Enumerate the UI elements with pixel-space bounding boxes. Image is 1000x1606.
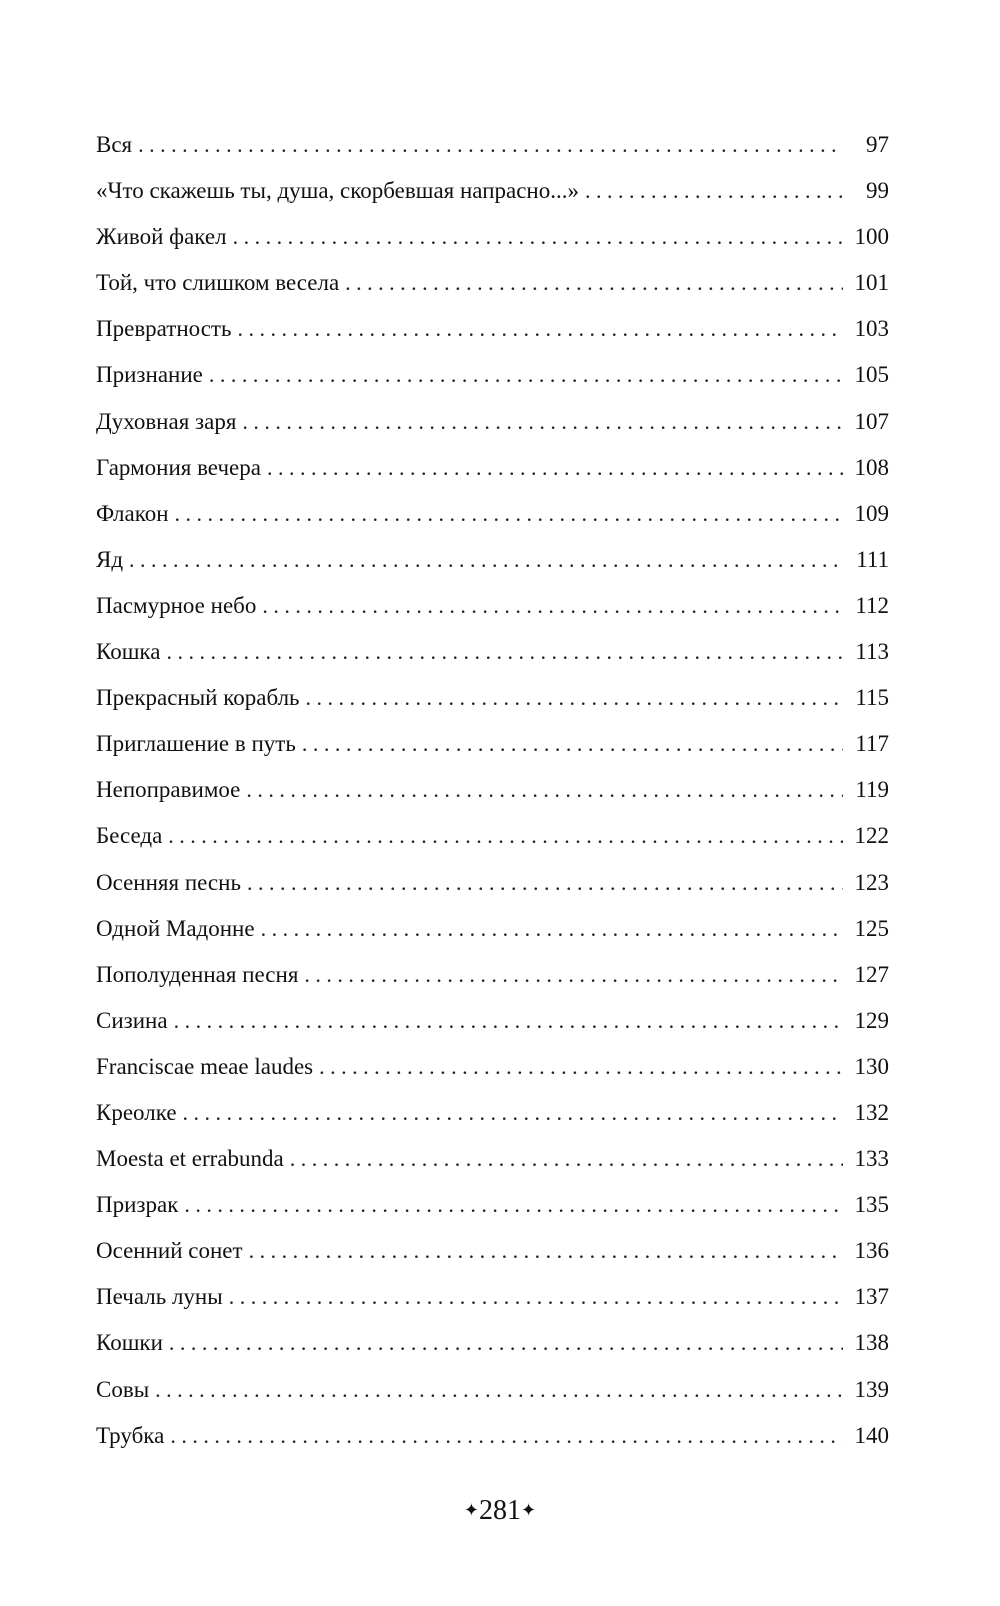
- toc-entry[interactable]: [96, 1367, 889, 1413]
- toc-entry-title: Приглашение в путь: [96, 731, 296, 757]
- toc-entry-title: Призрак: [96, 1192, 179, 1218]
- toc-entry[interactable]: [96, 721, 889, 767]
- toc-entry[interactable]: [96, 675, 889, 721]
- toc-entry-page: 115: [855, 685, 889, 711]
- toc-entry-page: 119: [855, 777, 889, 803]
- toc-entry-title: Признание: [96, 362, 203, 388]
- dot-leader: [138, 122, 843, 168]
- toc-entry[interactable]: [96, 906, 889, 952]
- dot-leader: [170, 1413, 843, 1459]
- toc-entry-title: Franciscae meae laudes: [96, 1053, 314, 1079]
- dot-leader: [302, 721, 843, 767]
- dot-leader: [267, 445, 843, 491]
- toc-entry-page: 140: [854, 1422, 889, 1448]
- toc-entry[interactable]: [96, 1182, 889, 1228]
- dot-leader: [306, 675, 843, 721]
- dot-leader: [262, 583, 843, 629]
- toc-entry-title: Креолке: [96, 1099, 177, 1125]
- toc-entry[interactable]: [96, 1044, 889, 1090]
- toc-entry-page: 97: [866, 132, 889, 157]
- toc-entry-page: 125: [854, 915, 889, 941]
- dot-leader: [229, 1274, 843, 1320]
- toc-entry[interactable]: [96, 952, 889, 998]
- toc-entry-page: 108: [854, 454, 889, 480]
- toc-entry-page: 129: [854, 1007, 889, 1033]
- toc-entry[interactable]: [96, 1136, 889, 1182]
- dot-leader: [345, 260, 843, 306]
- page-folio: [0, 1490, 1000, 1531]
- toc-entry-title: Кошка: [96, 639, 161, 665]
- toc-entry-title: Печаль луны: [96, 1284, 223, 1310]
- toc-entry-title: «Что скажешь ты, душа, скорбевшая напрасно...»: [96, 178, 579, 204]
- toc-entry[interactable]: [96, 998, 889, 1044]
- toc-entry-title: Осенний сонет: [96, 1238, 243, 1264]
- dot-leader: [174, 998, 843, 1044]
- toc-entry-page: 130: [854, 1053, 889, 1079]
- toc-entry[interactable]: [96, 399, 889, 445]
- toc-entry-page: 123: [854, 869, 889, 895]
- toc-entry-title: Moesta et errabunda: [96, 1146, 284, 1172]
- toc-entry[interactable]: [96, 352, 889, 398]
- dot-leader: [184, 1182, 843, 1228]
- dot-leader: [169, 1320, 843, 1366]
- toc-entry-page: 137: [854, 1284, 889, 1310]
- toc-entry-title: Духовная заря: [96, 408, 237, 434]
- dot-leader: [233, 214, 843, 260]
- toc-entry[interactable]: [96, 1228, 889, 1274]
- dot-leader: [209, 352, 843, 398]
- toc-entry[interactable]: [96, 1274, 889, 1320]
- toc-entry[interactable]: [96, 1413, 889, 1459]
- toc-entry-page: 105: [854, 362, 889, 388]
- toc-entry-title: Превратность: [96, 316, 232, 342]
- dot-leader: [129, 537, 843, 583]
- ornament-right-icon: ✦: [521, 1500, 537, 1520]
- toc-entry[interactable]: [96, 168, 889, 214]
- toc-entry[interactable]: [96, 260, 889, 306]
- toc-entry-page: 133: [854, 1146, 889, 1172]
- toc-entry-title: Непоправимое: [96, 777, 241, 803]
- toc-entry[interactable]: [96, 1090, 889, 1136]
- toc-entry-title: Пополуденная песня: [96, 961, 299, 987]
- toc-entry-page: 139: [854, 1376, 889, 1402]
- dot-leader: [242, 399, 843, 445]
- dot-leader: [175, 491, 843, 537]
- toc-entry-page: 127: [854, 961, 889, 987]
- toc-entry[interactable]: [96, 583, 889, 629]
- toc-entry-page: 117: [855, 731, 889, 757]
- toc-entry-title: Той, что слишком весела: [96, 270, 340, 296]
- toc-entry-title: Яд: [96, 546, 124, 572]
- toc-entry-page: 107: [854, 408, 889, 434]
- dot-leader: [166, 629, 843, 675]
- dot-leader: [247, 860, 843, 906]
- toc-entry-title: Трубка: [96, 1422, 165, 1448]
- toc-entry-page: 103: [854, 316, 889, 342]
- dot-leader: [237, 306, 843, 352]
- toc-entry-title: Живой факел: [96, 224, 227, 250]
- toc-entry-title: Прекрасный корабль: [96, 685, 300, 711]
- ornament-left-icon: ✦: [463, 1500, 479, 1520]
- toc-entry-page: 99: [866, 178, 889, 204]
- toc-entry-title: Осенняя песнь: [96, 869, 241, 895]
- toc-entry-page: 111: [856, 546, 889, 572]
- toc-entry-page: 138: [854, 1330, 889, 1356]
- dot-leader: [290, 1136, 843, 1182]
- toc-entry-title: Пасмурное небо: [96, 592, 257, 618]
- toc-entry-page: 135: [854, 1192, 889, 1218]
- toc-entry-page: 132: [854, 1099, 889, 1125]
- toc-entry-page: 112: [855, 592, 889, 618]
- toc-entry-title: Сизина: [96, 1007, 168, 1033]
- toc-entry-page: 101: [854, 270, 889, 296]
- toc-entry[interactable]: [96, 860, 889, 906]
- table-of-contents: [96, 122, 889, 1459]
- dot-leader: [319, 1044, 843, 1090]
- toc-entry-title: Беседа: [96, 823, 163, 849]
- toc-entry[interactable]: [96, 122, 889, 168]
- toc-entry[interactable]: [96, 767, 889, 813]
- toc-entry[interactable]: [96, 306, 889, 352]
- dot-leader: [155, 1367, 843, 1413]
- toc-entry-title: Флакон: [96, 500, 169, 526]
- toc-entry-title: Вся: [96, 132, 133, 157]
- toc-entry-page: 109: [854, 500, 889, 526]
- toc-entry[interactable]: [96, 491, 889, 537]
- toc-entry[interactable]: [96, 629, 889, 675]
- toc-entry[interactable]: [96, 1320, 889, 1366]
- toc-entry[interactable]: [96, 445, 889, 491]
- toc-entry-title: Совы: [96, 1376, 150, 1402]
- toc-entry-title: Кошки: [96, 1330, 163, 1356]
- toc-entry[interactable]: [96, 813, 889, 859]
- dot-leader: [249, 1228, 843, 1274]
- toc-entry-page: 100: [854, 224, 889, 250]
- toc-entry-title: Одной Мадонне: [96, 915, 255, 941]
- toc-entry-page: 136: [854, 1238, 889, 1264]
- dot-leader: [183, 1090, 843, 1136]
- dot-leader: [304, 952, 843, 998]
- toc-entry-page: 113: [855, 639, 889, 665]
- dot-leader: [246, 767, 843, 813]
- toc-entry[interactable]: [96, 537, 889, 583]
- dot-leader: [585, 168, 843, 214]
- toc-entry-page: 122: [854, 823, 889, 849]
- page-number: 281: [479, 1495, 521, 1526]
- toc-entry[interactable]: [96, 214, 889, 260]
- toc-entry-title: Гармония вечера: [96, 454, 261, 480]
- dot-leader: [261, 906, 843, 952]
- dot-leader: [168, 813, 843, 859]
